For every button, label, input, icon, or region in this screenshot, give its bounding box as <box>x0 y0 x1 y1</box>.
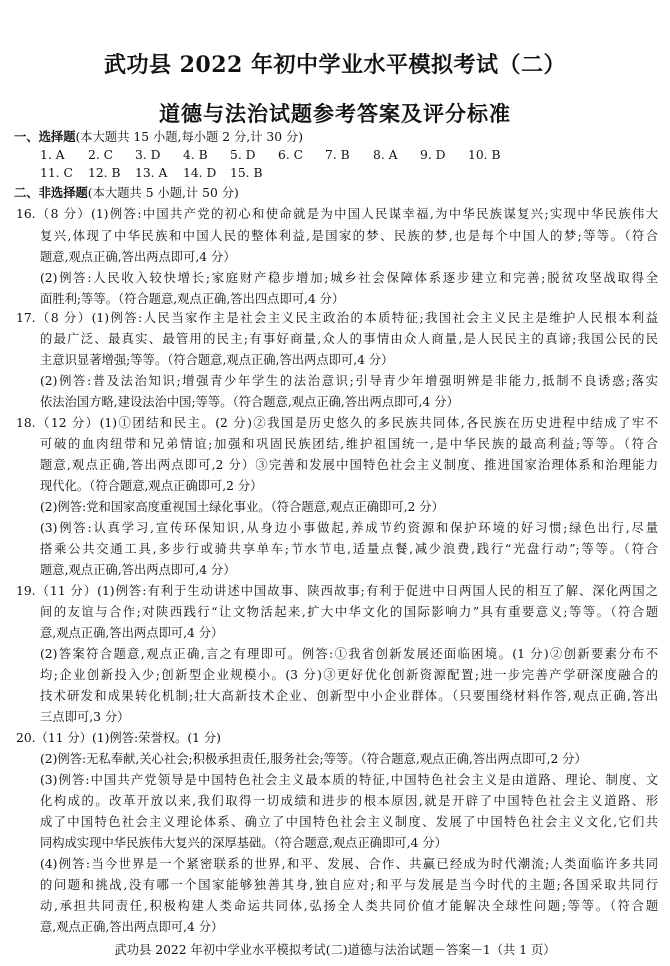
answer-line: 依法治国方略,建设法治中国;等等。（符合题意,观点正确,答出两点即可,4 分） <box>40 395 459 409</box>
answer: 2. C <box>88 148 114 162</box>
answer-line: (2)答案符合题意,观点正确,言之有理即可。例答:①我省创新发展还面临困境。(1 分)②创新要素分布不 <box>40 647 658 661</box>
answer: 3. D <box>135 148 161 162</box>
answer-line: 17.（8 分）(1)例答:人民当家作主是社会主义民主政治的本质特征;我国社会主义民主是维护人民根本利益 <box>16 311 658 325</box>
section-1-header <box>14 128 303 146</box>
answer-line: 均;企业创新投入少;创新型企业规模小。(3 分)③更好优化创新资源配置;进一步完善产学研深度融合的 <box>40 668 658 682</box>
answer-line: 19.（11 分）(1)例答:有利于生动讲述中国故事、陕西故事;有利于促进中日两国人民的相互了解、深化两国之 <box>16 584 658 598</box>
answer-line: 动,承担共同责任,积极构建人类命运共同体,弘扬全人类共同价值才能解决全球性问题;等等。（符合题 <box>40 899 658 913</box>
answer-line: 间的友谊与合作;对陕西践行“让文物活起来,扩大中华文化的国际影响力”具有重要意义;等等。（符合题 <box>40 605 658 619</box>
answer-line: 题意,观点正确,答出两点即可,4 分） <box>40 250 236 264</box>
page-title: 武功县 2022 年初中学业水平模拟考试（二） <box>103 52 567 78</box>
answer-line: 搭乘公共交通工具,多步行或骑共享单车;节水节电,适量点餐,减少浪费,践行“光盘行动”;等等。（符合 <box>40 542 658 556</box>
section-heading: 一、选择题 <box>14 129 76 144</box>
page-subtitle: 道德与法治试题参考答案及评分标准 <box>159 101 511 126</box>
answer-line: 复兴,体现了中华民族和中国人民的整体利益,是国家的梦、民族的梦,也是每个中国人的梦;等等。（符合 <box>40 229 658 243</box>
answer: 6. C <box>278 148 304 162</box>
section-heading: 二、非选择题 <box>14 185 88 200</box>
answer-line: 可破的血肉纽带和兄弟情谊;加强和巩固民族团结,维护祖国统一,是中华民族的最高利益;等等。（符合 <box>40 437 658 451</box>
answer-line: 意,观点正确,答出两点即可,4 分） <box>40 626 224 640</box>
answer: 15. B <box>230 166 263 180</box>
answer: 14. D <box>183 166 217 180</box>
answer-line: 成了中国特色社会主义理论体系、确立了中国特色社会主义制度、发展了中国特色社会主义文化,它们共 <box>40 815 658 829</box>
answer-line: 化构成的。改革开放以来,我们取得一切成绩和进步的根本原因,就是开辟了中国特色社会主义道路、形 <box>40 794 658 808</box>
answer: 10. B <box>468 148 501 162</box>
answer-line: 意,观点正确,答出两点即可,4 分） <box>40 920 224 934</box>
answer-line: 同构成实现中华民族伟大复兴的深厚基础。（符合题意,观点正确即可,4 分） <box>40 836 447 850</box>
answer-line: 三点即可,3 分） <box>40 710 130 724</box>
answer-line: (2)例答:无私奉献,关心社会;积极承担责任,服务社会;等等。（符合题意,观点正确,答出两点即可,2 分） <box>40 752 587 766</box>
answer-line: 技术研发和成果转化机制;壮大高新技术企业、创新型中小企业群体。（只要围绕材料作答,观点正确,答出 <box>40 689 658 703</box>
answer-line: (2)例答:人民收入较快增长;家庭财产稳步增加;城乡社会保障体系逐步建立和完善;脱贫攻坚战取得全 <box>40 271 658 285</box>
answer: 8. A <box>373 148 398 162</box>
answer: 4. B <box>183 148 208 162</box>
answer: 13. A <box>135 166 168 180</box>
answer: 1. A <box>40 148 65 162</box>
section-note: (本大题共 5 小题,计 50 分) <box>87 186 239 200</box>
answer-line: 的问题和挑战,没有哪一个国家能够独善其身,独自应对;和平与发展是当今时代的主题;各国采取共同行 <box>40 878 658 892</box>
answer-line: (2)例答:党和国家高度重视国土绿化事业。（符合题意,观点正确即可,2 分） <box>40 500 444 514</box>
answer-line: (3)例答:认真学习,宣传环保知识,从身边小事做起,养成节约资源和保护环境的好习惯;绿色出行,尽量 <box>40 521 658 535</box>
page-footer: 武功县 2022 年初中学业水平模拟考试(二)道德与法治试题－答案－1（共 1 页） <box>114 943 556 957</box>
answer-line: 16.（8 分）(1)例答:中国共产党的初心和使命就是为中国人民谋幸福,为中华民族谋复兴;实现中华民族伟大 <box>16 207 658 221</box>
answer: 11. C <box>40 166 73 180</box>
answer-line: 现代化。（符合题意,观点正确即可,2 分） <box>40 479 263 493</box>
section-2-header <box>14 184 239 202</box>
answer-line: (2)例答:普及法治知识;增强青少年学生的法治意识;引导青少年增强明辨是非能力,抵制不良诱惑;落实 <box>40 374 658 388</box>
answer-line: (3)例答:中国共产党领导是中国特色社会主义最本质的特征,中国特色社会主义是由道路、理论、制度、文 <box>40 773 658 787</box>
section-note: (本大题共 15 小题,每小题 2 分,计 30 分) <box>75 130 304 144</box>
answer-line: 题意,观点正确,答出两点即可,4 分） <box>40 563 236 577</box>
answer-line: 主意识显著增强;等等。（符合题意,观点正确,答出两点即可,4 分） <box>40 353 394 367</box>
answer: 7. B <box>325 148 350 162</box>
answer-line: 20.（11 分）(1)例答:荣誉权。(1 分) <box>16 731 221 745</box>
answer: 5. D <box>230 148 256 162</box>
answer: 12. B <box>88 166 121 180</box>
answer-line: 题意,观点正确,答出两点即可,2 分）③完善和发展中国特色社会主义制度、推进国家治理体系和治理能力 <box>40 458 658 472</box>
answer-line: 18.（12 分）(1)①团结和民主。(2 分)②我国是历史悠久的多民族共同体,各民族在历史进程中结成了牢不 <box>16 416 658 430</box>
answer-line: (4)例答:当今世界是一个紧密联系的世界,和平、发展、合作、共赢已经成为时代潮流;人类面临许多共同 <box>40 857 658 871</box>
answer-line: 的最广泛、最真实、最管用的民主;有事好商量,众人的事情由众人商量,是人民民主的真谛;我国公民的民 <box>40 332 658 346</box>
answer: 9. D <box>420 148 446 162</box>
answer-line: 面胜利;等等。（符合题意,观点正确,答出四点即可,4 分） <box>40 292 345 306</box>
